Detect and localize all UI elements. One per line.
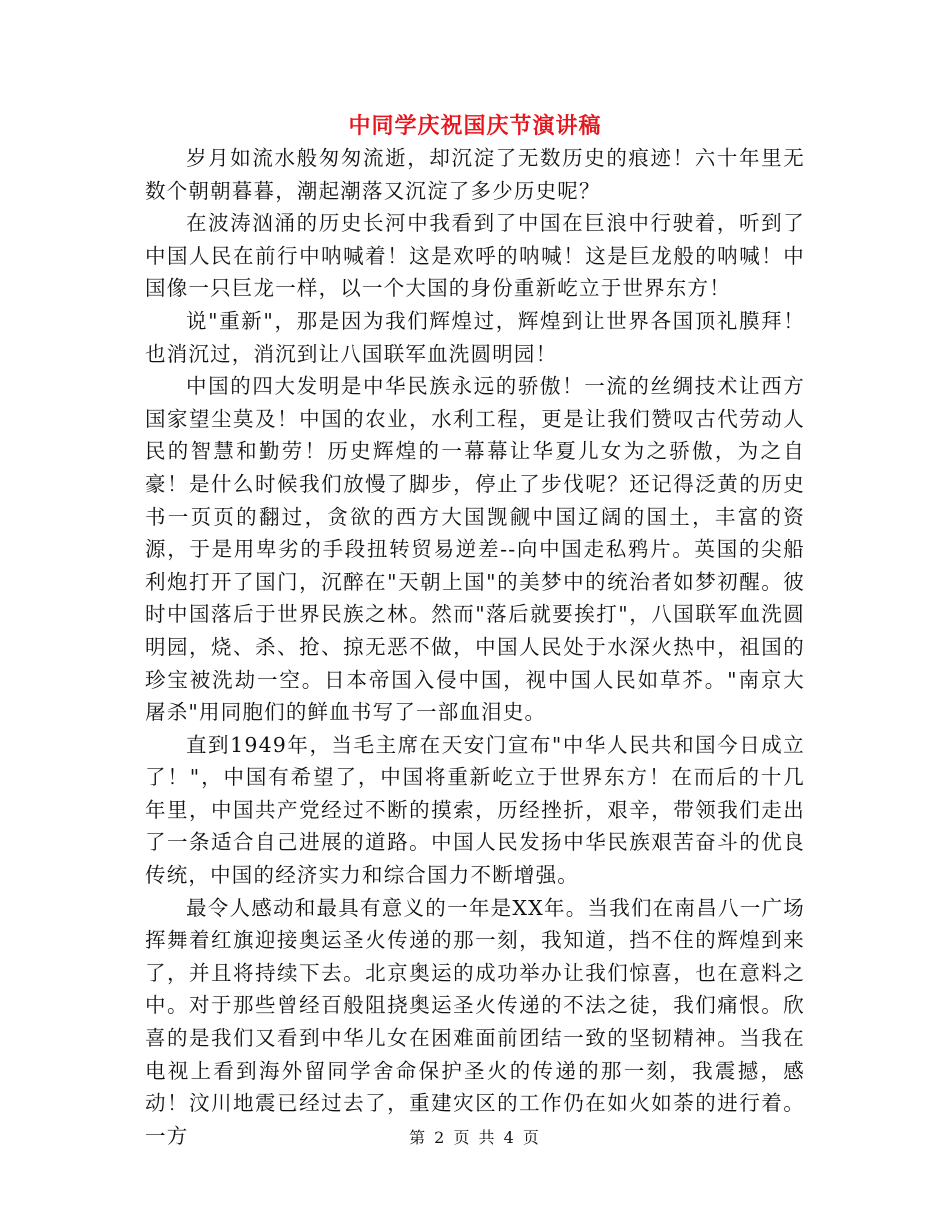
- paragraph-2: 在波涛汹涌的历史长河中我看到了中国在巨浪中行驶着，听到了中国人民在前行中呐喊着！这是欢呼的呐喊！这是巨龙般的呐喊！中国像一只巨龙一样，以一个大国的身份重新屹立于世界东方！: [145, 211, 805, 301]
- paragraph-5: 直到1949年，当毛主席在天安门宣布"中华人民共和国今日成立了！"，中国有希望了，中国将重新屹立于世界东方！在而后的十几年里，中国共产党经过不断的摸索，历经挫折，艰辛，带领我们走出了一条适合自己进展的道路。中国人民发扬中华民族艰苦奋斗的优良传统，中国的经济实力和综合国力不断增强。: [145, 732, 805, 888]
- paragraph-3: 说"重新"，那是因为我们辉煌过，辉煌到让世界各国顶礼膜拜！也消沉过，消沉到让八国联军血洗圆明园！: [145, 308, 805, 366]
- paragraph-4: 中国的四大发明是中华民族永远的骄傲！一流的丝绸技术让西方国家望尘莫及！中国的农业，水利工程，更是让我们赞叹古代劳动人民的智慧和勤劳！历史辉煌的一幕幕让华夏儿女为之骄傲，为之自豪！是什么时候我们放慢了脚步，停止了步伐呢？还记得泛黄的历史书一页页的翻过，贪欲的西方大国觊觎中国辽阔的国土，丰富的资源，于是用卑劣的手段扭转贸易逆差--向中国走私鸦片。英国的尖船利炮打开了国门，沉醉在"天朝上国"的美梦中的统治者如梦初醒。彼时中国落后于世界民族之林。然而"落后就要挨打"，八国联军血洗圆明园，烧、杀、抢、掠无恶不做，中国人民处于水深火热中，祖国的珍宝被洗劫一空。日本帝国入侵中国，视中国人民如草芥。"南京大屠杀"用同胞们的鲜血书写了一部血泪史。: [145, 374, 805, 725]
- document-title: 中同学庆祝国庆节演讲稿: [348, 114, 602, 139]
- paragraph-6: 最令人感动和最具有意义的一年是XX年。当我们在南昌八一广场挥舞着红旗迎接奥运圣火传递的那一刻，我知道，挡不住的辉煌到来了，并且将持续下去。北京奥运的成功举办让我们惊喜，也在意料之中。对于那些曾经百般阻挠奥运圣火传递的不法之徒，我们痛恨。欣喜的是我们又看到中华儿女在困难面前团结一致的坚韧精神。当我在电视上看到海外留同学舍命保护圣火的传递的那一刻，我震撼，感动！汶川地震已经过去了，重建灾区的工作仍在如火如荼的进行着。一方: [145, 895, 805, 1148]
- page-number-footer: 第 2 页 共 4 页: [409, 1128, 541, 1147]
- paragraph-1: 岁月如流水般匆匆流逝，却沉淀了无数历史的痕迹！六十年里无数个朝朝暮暮，潮起潮落又沉淀了多少历史呢？: [145, 146, 805, 203]
- document-body: [145, 142, 805, 1152]
